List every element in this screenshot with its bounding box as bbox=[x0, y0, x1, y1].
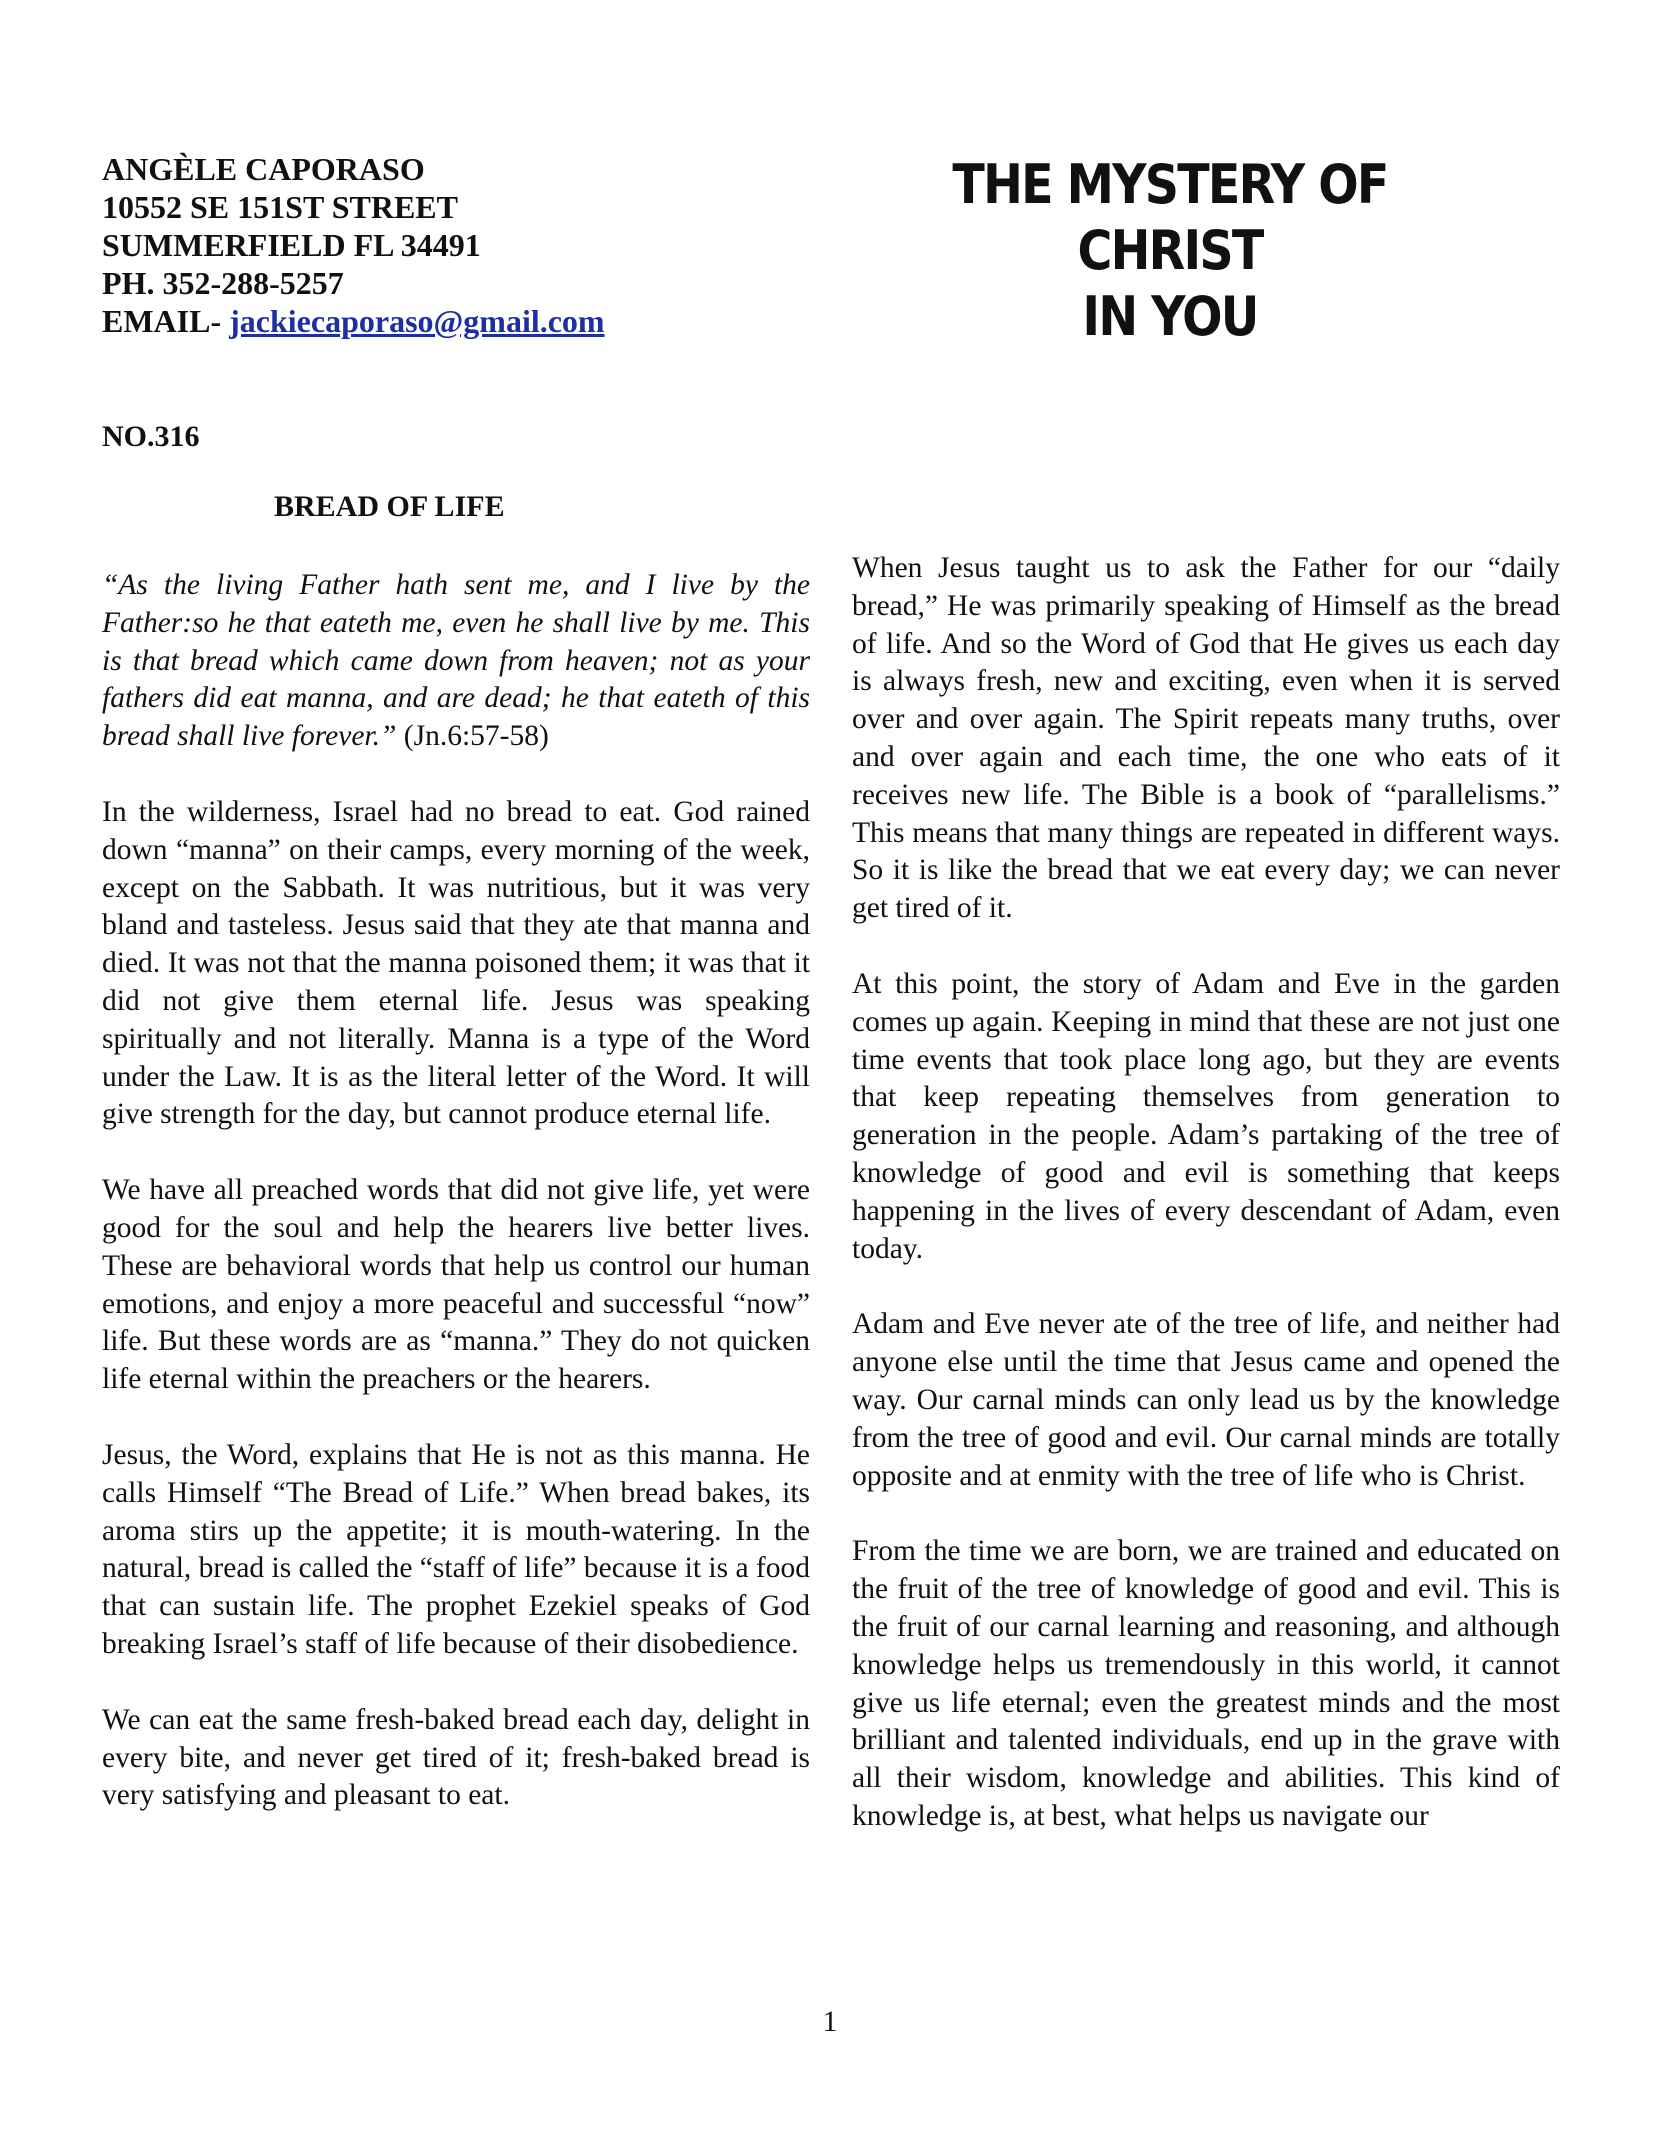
quote-reference: (Jn.6:57-58) bbox=[396, 720, 549, 753]
title-line-1: THE MYSTERY OF CHRIST bbox=[952, 153, 1388, 282]
paragraph: We have all preached words that did not give life, yet were good for the soul and help the hearers live better lives. These are behavioral words that help us control our human emotions, and enjoy a more peaceful and successful “now” life. But these words are as “manna.” They do not quicken life eternal within the preachers or the hearers. bbox=[102, 1174, 810, 1396]
page-number: 1 bbox=[822, 2005, 838, 2038]
phone-number: PH. 352-288-5257 bbox=[102, 265, 344, 301]
quote-text: “As the living Father hath sent me, and I live by the Father:so he that eateth me, even he shall live by me. This is that bread which came down from heaven; not as your fathers did eat manna, and are dead; he that eateth of this bread shall live forever.” bbox=[102, 569, 810, 753]
city-state-zip: SUMMERFIELD FL 34491 bbox=[102, 227, 481, 263]
article-heading: BREAD OF LIFE bbox=[274, 490, 505, 523]
paragraph: Jesus, the Word, explains that He is not as this manna. He calls Himself “The Bread of Life.” When bread bakes, its aroma stirs up the appetite; it is mouth-watering. In the natural, bread is called the “staff of life” because it is a food that can sustain life. The prophet Ezekiel speaks of God breaking Israel’s staff of life because of their disobedience. bbox=[102, 1438, 810, 1660]
author-name: ANGÈLE CAPORASO bbox=[102, 151, 425, 187]
paragraph: Adam and Eve never ate of the tree of life, and neither had anyone else until the time that Jesus came and opened the way. Our carnal minds can only lead us by the knowledge from the tree of good and evil. Our carnal minds are totally opposite and at enmity with the tree of life who is Christ. bbox=[852, 1308, 1560, 1492]
email-label: EMAIL- bbox=[102, 303, 230, 339]
scripture-quote bbox=[102, 567, 810, 756]
issue-number: NO.316 bbox=[102, 420, 200, 453]
newsletter-title bbox=[897, 152, 1443, 350]
contact-block bbox=[102, 150, 742, 340]
paragraph: At this point, the story of Adam and Eve in the garden comes up again. Keeping in mind that these are not just one time events that took place long ago, but they are events that keep repeating themselves from generation to generation in the people. Adam’s partaking of the tree of knowledge of good and evil is something that keeps happening in the lives of every descendant of Adam, even today. bbox=[852, 967, 1560, 1265]
paragraph: In the wilderness, Israel had no bread to eat. God rained down “manna” on their camps, every morning of the week, except on the Sabbath. It was nutritious, but it was very bland and tasteless. Jesus said that they ate that manna and died. It was not that the manna poisoned them; it was that it did not give them eternal life. Jesus was speaking spiritually and not literally. Manna is a type of the Word under the Law. It is as the literal letter of the Word. It will give strength for the day, but cannot produce eternal life. bbox=[102, 795, 810, 1131]
paragraph: We can eat the same fresh-baked bread each day, delight in every bite, and never get tired of it; fresh-baked bread is very satisfying and pleasant to eat. bbox=[102, 1703, 810, 1812]
email-line bbox=[102, 302, 742, 340]
right-column bbox=[852, 550, 1560, 1836]
title-line-2: IN YOU bbox=[1082, 285, 1258, 348]
left-column bbox=[102, 567, 810, 1815]
street-address: 10552 SE 151ST STREET bbox=[102, 189, 458, 225]
paragraph: From the time we are born, we are trained and educated on the fruit of the tree of knowledge of good and evil. This is the fruit of our carnal learning and reasoning, and although knowledge helps us tremendously in this world, it cannot give us life eternal; even the greatest minds and the most brilliant and talented individuals, end up in the grave with all their wisdom, knowledge and abilities. This kind of knowledge is, at best, what helps us navigate our bbox=[852, 1535, 1560, 1832]
email-link[interactable]: jackiecaporaso@gmail.com bbox=[229, 303, 605, 339]
paragraph: When Jesus taught us to ask the Father for our “daily bread,” He was primarily speaking of Himself as the bread of life. And so the Word of God that He gives us each day is always fresh, new and exciting, even when it is served over and over again. The Spirit repeats many truths, over and over again and each time, the one who eats of it receives new life. The Bible is a book of “parallelisms.” This means that many things are repeated in different ways. So it is like the bread that we eat every day; we can never get tired of it. bbox=[852, 552, 1560, 925]
